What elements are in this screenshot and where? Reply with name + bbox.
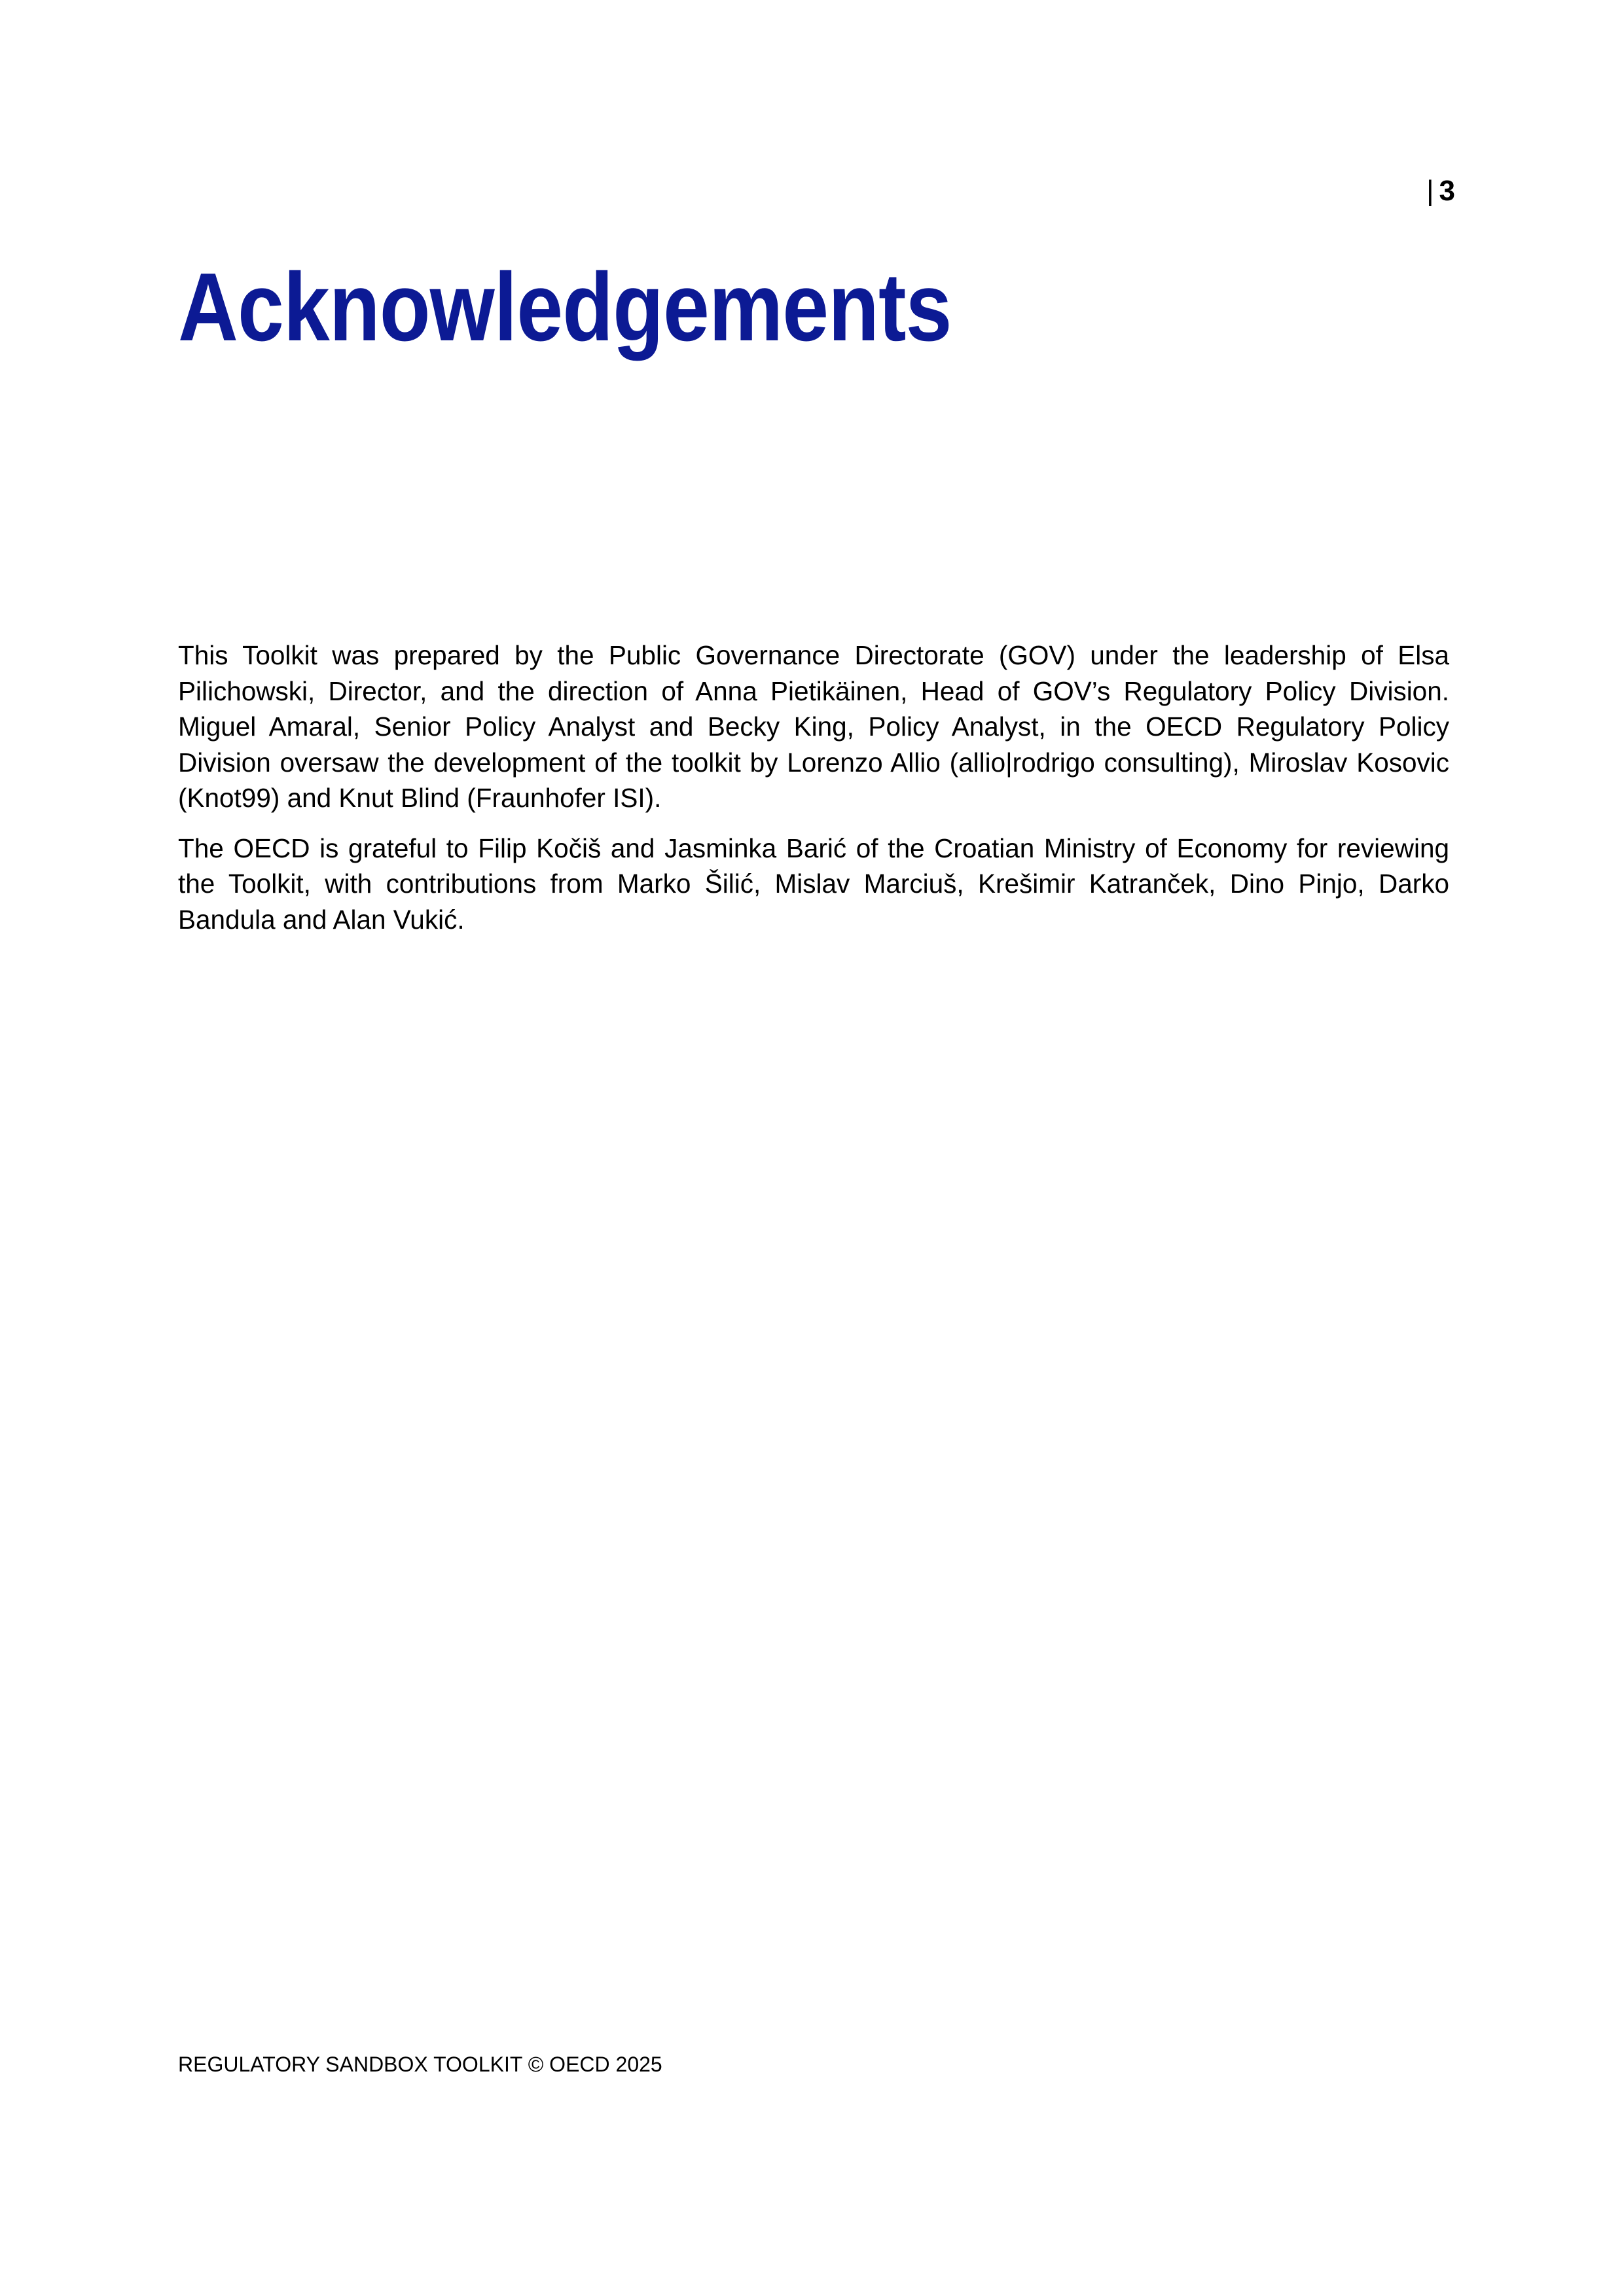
page-number-separator: | bbox=[1426, 175, 1434, 207]
acknowledgements-body bbox=[178, 637, 1449, 952]
page-title: Acknowledgements bbox=[178, 253, 952, 361]
paragraph-preparation: This Toolkit was prepared by the Public Governance Directorate (GOV) under the leadership of Elsa Pilichowski, Director, and the direction of Anna Pietikäinen, Head of GOV’s Regulatory Policy Division. Miguel Amaral, Senior Policy Analyst and Becky King, Policy Analyst, in the OECD Regulatory Policy Division oversaw the development of the toolkit by Lorenzo Allio (allio|rodrigo consulting), Miroslav Kosovic (Knot99) and Knut Blind (Fraunhofer ISI). bbox=[178, 640, 1449, 813]
page-number-value: 3 bbox=[1439, 175, 1455, 207]
paragraph-gratitude: The OECD is grateful to Filip Kočiš and Jasminka Barić of the Croatian Ministry of Economy for reviewing the Toolkit, with contributions from Marko Šilić, Mislav Marciuš, Krešimir Katranček, Dino Pinjo, Darko Bandula and Alan Vukić. bbox=[178, 833, 1449, 935]
page-footer: REGULATORY SANDBOX TOOLKIT © OECD 2025 bbox=[178, 2053, 662, 2076]
page-number bbox=[1426, 171, 1455, 211]
